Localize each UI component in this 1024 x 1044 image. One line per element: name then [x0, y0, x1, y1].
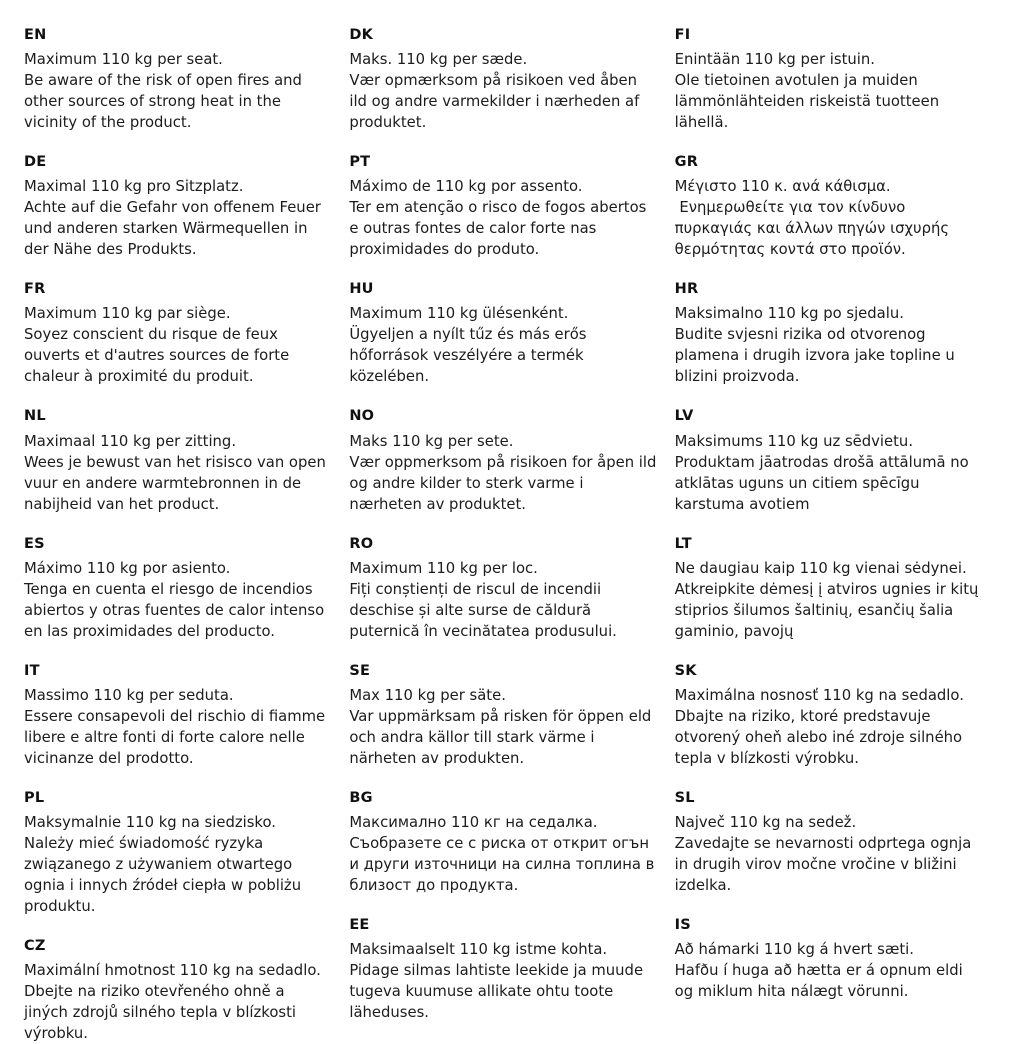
- weight-limit-text: Največ 110 kg na sedež.: [674, 813, 857, 831]
- language-code: SL: [674, 789, 695, 806]
- fire-warning-text: Atkreipkite dėmesį į atviros ugnies ir kitų stiprios šilumos šaltinių, esančių šalia gaminio, pavojų: [674, 580, 984, 640]
- fire-warning-text: Dbajte na riziko, ktoré predstavuje otvorený oheň alebo iné zdroje silného tepla v blízkosti výrobku.: [674, 707, 967, 767]
- language-entry-en: [24, 26, 331, 133]
- language-entry-nl: [24, 407, 331, 514]
- fire-warning-text: Essere consapevoli del rischio di fiamme libere e altre fonti di forte calore nelle vicinanze del prodotto.: [24, 707, 330, 767]
- weight-limit-text: Maximum 110 kg ülésenként.: [349, 305, 569, 323]
- language-code: EN: [24, 27, 47, 43]
- language-code: RO: [349, 535, 374, 552]
- fire-warning-text: Ügyeljen a nyílt tűz és más erős hőforrások veszélyére a termék közelében.: [349, 326, 592, 386]
- fire-warning-text: Ενημερωθείτε για τον κίνδυνο πυρκαγιάς και άλλων πηγών ισχυρής θερμότητας κοντά στο προϊόν.: [674, 199, 954, 259]
- language-entry-sk: [675, 662, 982, 769]
- language-code: BG: [349, 789, 373, 806]
- fire-warning-text: Ter em atenção o risco de fogos abertos e outras fontes de calor forte nas proximidades do produto.: [349, 199, 652, 259]
- weight-limit-text: Maksimalno 110 kg po sjedalu.: [674, 305, 904, 323]
- language-entry-dk: [349, 26, 656, 133]
- language-code: EE: [349, 916, 370, 933]
- language-entry-ro: [349, 535, 656, 642]
- weight-limit-text: Maximum 110 kg par siège.: [24, 305, 231, 323]
- language-entry-is: [675, 916, 982, 1002]
- fire-warning-text: Fiți conștienți de riscul de incendii deschise și alte surse de căldură puternică în vecinătatea produsului.: [349, 580, 617, 640]
- weight-limit-text: Maximum 110 kg per loc.: [349, 559, 538, 577]
- fire-warning-text: Vær oppmerksom på risikoen for åpen ild og andre kilder to sterk varme i nærheten av produktet.: [349, 453, 662, 513]
- language-code: NO: [349, 408, 375, 425]
- language-entry-no: [349, 407, 662, 514]
- weight-limit-text: Að hámarki 110 kg á hvert sæti.: [674, 941, 914, 958]
- fire-warning-text: Soyez conscient du risque de feux ouverts et d'autres sources de forte chaleur à proximité du produit.: [24, 326, 294, 386]
- fire-warning-text: Dbejte na riziko otevřeného ohně a jiných zdrojů silného tepla v blízkosti výrobku.: [24, 983, 301, 1042]
- language-code: ES: [24, 535, 45, 552]
- language-entry-lv: [675, 407, 982, 514]
- language-entry-es: [24, 535, 331, 642]
- fire-warning-text: Budite svjesni rizika od otvorenog plamena i drugih izvora jake topline u blizini proizvoda.: [674, 326, 960, 386]
- language-entry-bg: [349, 789, 660, 896]
- language-column-2: [349, 26, 674, 1023]
- fire-warning-text: Ole tietoinen avotulen ja muiden lämmönlähteiden riskeistä tuotteen lähellä.: [674, 72, 944, 132]
- weight-limit-text: Maksimums 110 kg uz sēdvietu.: [674, 432, 914, 450]
- language-code: DK: [349, 27, 374, 43]
- language-entry-it: [24, 662, 331, 769]
- weight-limit-text: Maksymalnie 110 kg na siedzisko.: [24, 813, 276, 831]
- weight-limit-text: Maximaal 110 kg per zitting.: [24, 432, 237, 450]
- language-code: FR: [24, 281, 46, 298]
- weight-limit-text: Maks 110 kg per sete.: [349, 432, 514, 450]
- language-column-1: [24, 26, 349, 1044]
- language-code: IS: [674, 916, 691, 933]
- language-code: PT: [349, 154, 371, 171]
- language-code: IT: [24, 662, 40, 679]
- language-entry-de: [24, 153, 331, 260]
- weight-limit-text: Máximo 110 kg por asiento.: [24, 559, 231, 577]
- fire-warning-text: Vær opmærksom på risikoen ved åben ild og andre varmekilder i nærheden af produktet.: [349, 72, 645, 132]
- fire-warning-text: Produktam jāatrodas drošā attālumā no atklātas uguns un citiem spēcīgu karstuma avotiem: [674, 453, 974, 513]
- language-code: PL: [24, 789, 45, 806]
- weight-limit-text: Ne daugiau kaip 110 kg vienai sėdynei.: [674, 559, 967, 577]
- fire-warning-text: Należy mieć świadomość ryzyka związanego z używaniem otwartego ognia i innych źródeł ciepła w pobliżu produktu.: [24, 834, 306, 915]
- language-entry-fr: [24, 280, 331, 387]
- language-entry-lt: [675, 535, 982, 642]
- weight-limit-text: Massimo 110 kg per seduta.: [24, 686, 234, 704]
- fire-warning-text: Tenga en cuenta el riesgo de incendios abiertos y otras fuentes de calor intenso en las proximidades del producto.: [24, 580, 329, 640]
- language-code: HU: [349, 281, 374, 298]
- language-code: GR: [674, 154, 699, 171]
- language-code: FI: [674, 27, 691, 43]
- fire-warning-text: Pidage silmas lahtiste leekide ja muude tugeva kuumuse allikate ohtu toote läheduses.: [349, 962, 648, 1021]
- weight-limit-text: Максимално 110 кг на седалка.: [349, 813, 598, 831]
- fire-warning-text: Achte auf die Gefahr von offenem Feuer und anderen starken Wärmequellen in der Nähe des Produkts.: [24, 199, 326, 259]
- weight-limit-text: Maks. 110 kg per sæde.: [349, 51, 528, 69]
- language-entry-se: [349, 662, 656, 769]
- language-entry-pt: [349, 153, 656, 260]
- weight-limit-text: Maksimaalselt 110 kg istme kohta.: [349, 941, 608, 958]
- language-entry-sl: [675, 789, 982, 896]
- language-entry-pl: [24, 789, 331, 917]
- weight-limit-text: Maximal 110 kg pro Sitzplatz.: [24, 178, 244, 196]
- language-code: NL: [24, 408, 46, 425]
- language-code: CZ: [24, 937, 46, 954]
- language-code: SE: [349, 662, 371, 679]
- fire-warning-text: Var uppmärksam på risken för öppen eld och andra källor till stark värme i närheten av produkten.: [349, 707, 657, 767]
- language-entry-cz: [24, 937, 331, 1044]
- weight-limit-text: Μέγιστο 110 κ. ανά κάθισμα.: [674, 178, 891, 196]
- weight-limit-text: Máximo de 110 kg por assento.: [349, 178, 583, 196]
- fire-warning-text: Hafðu í huga að hætta er á opnum eldi og miklum hita nálægt vörunni.: [674, 962, 968, 1000]
- language-entry-fi: [675, 26, 982, 133]
- language-code: DE: [24, 154, 47, 171]
- weight-limit-text: Maximum 110 kg per seat.: [24, 51, 223, 69]
- weight-limit-text: Maximálna nosnosť 110 kg na sedadlo.: [674, 686, 964, 704]
- fire-warning-text: Zavedajte se nevarnosti odprtega ognja in drugih virov močne vročine v bližini izdelka.: [674, 834, 977, 894]
- language-code: LT: [674, 535, 692, 552]
- weight-limit-text: Maximální hmotnost 110 kg na sedadlo.: [24, 962, 321, 979]
- language-code: LV: [674, 408, 694, 425]
- fire-warning-text: Съобразете се с риска от открит огън и други източници на силна топлина в близост до продукта.: [349, 834, 660, 894]
- language-entry-gr: [675, 153, 982, 260]
- language-entry-hu: [349, 280, 656, 387]
- fire-warning-text: Wees je bewust van het risisco van open vuur en andere warmtebronnen in de nabijheid van het product.: [24, 453, 331, 513]
- weight-limit-text: Enintään 110 kg per istuin.: [674, 51, 875, 69]
- language-entry-hr: [675, 280, 982, 387]
- weight-limit-text: Max 110 kg per säte.: [349, 686, 506, 704]
- fire-warning-text: Be aware of the risk of open fires and other sources of strong heat in the vicinity of the product.: [24, 72, 307, 132]
- language-entry-ee: [349, 916, 656, 1023]
- language-code: HR: [674, 281, 699, 298]
- language-column-3: [675, 26, 1000, 1002]
- language-code: SK: [674, 662, 697, 679]
